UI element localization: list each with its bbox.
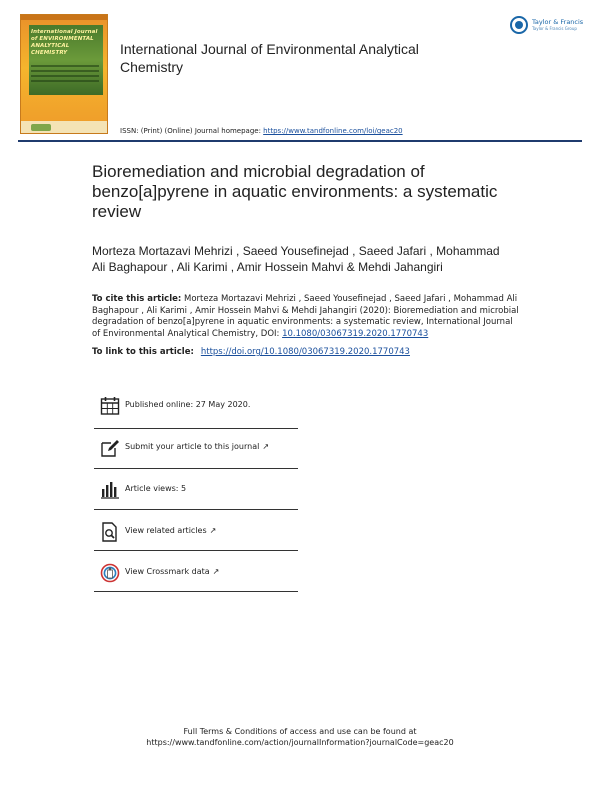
terms-footer	[0, 726, 600, 748]
footer-terms-text: Full Terms & Conditions of access and use can be found at	[183, 727, 417, 736]
edit-icon	[100, 438, 120, 458]
journal-homepage-link[interactable]: https://www.tandfonline.com/loi/geac20	[263, 127, 403, 135]
header-divider	[18, 140, 582, 142]
issn-label: ISSN: (Print) (Online) Journal homepage:	[120, 127, 264, 135]
info-divider	[94, 509, 298, 510]
related-articles-link[interactable]: View related articles	[125, 526, 207, 535]
article-link-line	[92, 347, 522, 358]
cite-text: Morteza Mortazavi Mehrizi , Saeed Yousefinejad , Saeed Jafari , Mohammad Ali Baghapour , Ali Karimi , Amir Hossein Mahvi & Mehdi Jahangiri (2020): Bioremediation and microbial degradation of benzo[a]pyrene in aquatic environments: a systematic review, International Journal of Environmental Analytical Chemistry, DOI:	[92, 294, 519, 339]
calendar-icon	[100, 396, 120, 416]
search-doc-icon	[100, 522, 120, 542]
article-title: Bioremediation and microbial degradation of benzo[a]pyrene in aquatic environments: a systematic review	[92, 162, 498, 221]
info-divider	[94, 468, 298, 469]
info-divider	[94, 428, 298, 429]
info-divider	[94, 591, 298, 592]
publisher-logo-subtext: Taylor & Francis Group	[532, 26, 577, 31]
article-views-row	[94, 476, 298, 516]
cite-label: To cite this article:	[92, 294, 182, 304]
article-link-url[interactable]: https://doi.org/10.1080/03067319.2020.1770743	[200, 347, 410, 357]
article-views-text: Article views: 5	[125, 484, 187, 493]
published-online-row	[94, 392, 298, 432]
publisher-logo-icon	[510, 16, 528, 34]
journal-cover-image	[20, 14, 108, 134]
crossmark-icon	[100, 563, 120, 583]
cover-title: International Journal of ENVIRONMENTAL ANALYTICAL CHEMISTRY	[31, 29, 98, 56]
doi-link[interactable]: 10.1080/03067319.2020.1770743	[282, 328, 429, 339]
citation-block	[92, 294, 522, 340]
info-divider	[94, 550, 298, 551]
external-link-icon: ↗	[262, 442, 270, 451]
crossmark-row[interactable]	[94, 559, 298, 599]
footer-terms-link[interactable]: https://www.tandfonline.com/action/journalInformation?journalCode=geac20	[146, 738, 454, 747]
publisher-logo-text: Taylor & Francis	[532, 18, 584, 26]
publisher-logo	[510, 16, 585, 38]
published-online-text: Published online: 27 May 2020.	[125, 400, 251, 409]
related-articles-row[interactable]	[94, 518, 298, 558]
external-link-icon: ↗	[212, 567, 220, 576]
bar-chart-icon	[100, 480, 120, 500]
article-authors: Morteza Mortazavi Mehrizi , Saeed Yousefinejad , Saeed Jafari , Mohammad Ali Baghapour , Ali Karimi , Amir Hossein Mahvi & Mehdi Jahangiri	[92, 244, 500, 274]
journal-name: International Journal of Environmental Analytical Chemistry	[120, 41, 419, 75]
submit-article-link[interactable]: Submit your article to this journal	[125, 442, 260, 451]
link-label: To link to this article:	[92, 347, 197, 357]
issn-line	[120, 127, 403, 135]
external-link-icon: ↗	[209, 526, 217, 535]
crossmark-link[interactable]: View Crossmark data	[125, 567, 210, 576]
